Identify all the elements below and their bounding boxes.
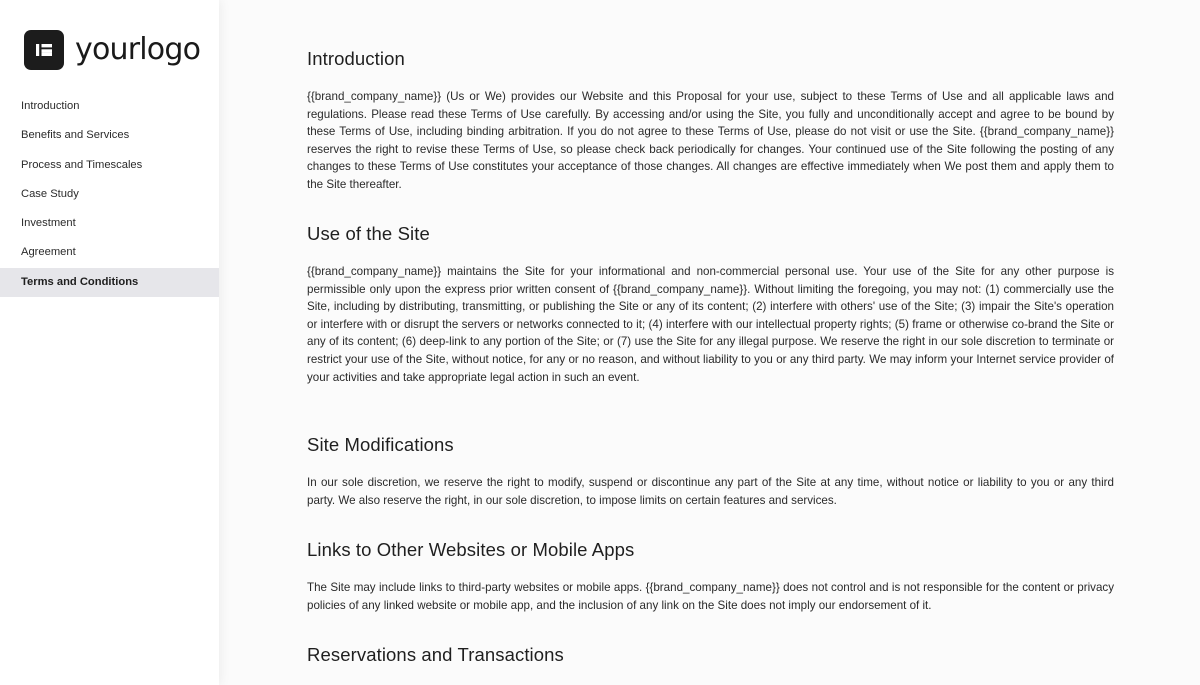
section-body-links-to-other-websites: The Site may include links to third-party websites or mobile apps. {{brand_company_name}} does not control and is not responsible for the content or privacy policies of any linked website or mobile app, and the inclusion of any link on the Site does not imply our endorsement of it. xyxy=(307,581,1114,612)
section-title-site-modifications: Site Modifications xyxy=(307,434,454,455)
logo-mark-icon xyxy=(24,30,64,70)
logo-text: yourlogo xyxy=(75,32,201,67)
sidebar-item-benefits-and-services[interactable]: Benefits and Services xyxy=(21,129,130,142)
section-title-links-to-other-websites: Links to Other Websites or Mobile Apps xyxy=(307,539,635,560)
document-content xyxy=(307,0,1114,685)
sidebar-item-process-and-timescales[interactable]: Process and Timescales xyxy=(21,158,143,171)
sidebar xyxy=(0,0,219,685)
sidebar-item-agreement[interactable]: Agreement xyxy=(21,246,76,259)
sidebar-item-terms-and-conditions[interactable]: Terms and Conditions xyxy=(0,268,219,297)
sidebar-nav xyxy=(0,92,219,297)
sidebar-item-introduction[interactable]: Introduction xyxy=(21,100,80,112)
sidebar-item-investment[interactable]: Investment xyxy=(21,217,76,230)
section-title-use-of-the-site: Use of the Site xyxy=(307,223,430,244)
sidebar-item-case-study[interactable]: Case Study xyxy=(21,187,79,200)
section-title-reservations-and-transactions: Reservations and Transactions xyxy=(307,644,564,665)
section-body-site-modifications: In our sole discretion, we reserve the right to modify, suspend or discontinue any part of the Site at any time, without notice or liability to you or any third party. We also reserve the right, in our sole discretion, to impose limits on certain features and services. xyxy=(307,476,1114,507)
section-body-use-of-the-site: {{brand_company_name}} maintains the Site for your informational and non-commercial personal use. Your use of the Site for any other purpose is permissible only upon the express prior written consent of {{brand_company_name}}. Without limiting the foregoing, you may not: (1) commercially use the Site, including by distributing, transmitting, or publishing the Site or any of its content; (2) interfere with others' use of the Site; (3) impair the Site's operation or interfere with or disrupt the servers or networks connected to it; (4) interfere with our intellectual property rights; (5) frame or otherwise co-brand the Site or any of its content; (6) deep-link to any portion of the Site; or (7) use the Site for any illegal purpose. We reserve the right in our sole discretion to terminate or restrict your use of the Site, without notice, for any or no reason, and without liability to you or any third party. We may inform your Internet service provider of your activities and take appropriate legal action in such an event. xyxy=(307,265,1114,384)
section-title-introduction: Introduction xyxy=(307,48,405,69)
section-body-introduction: {{brand_company_name}} (Us or We) provides our Website and this Proposal for your use, subject to these Terms of Use and all applicable laws and regulations. Please read these Terms of Use carefully. By accessing and/or using the Site, you fully and unconditionally accept and agree to be bound by these Terms of Use, including binding arbitration. If you do not agree to these Terms of Use, please do not visit or use the Site. {{brand_company_name}} reserves the right to revise these Terms of Use, so please check back periodically for changes. Your continued use of the Site following the posting of any changes to these Terms of Use constitutes your acceptance of those changes. All changes are effective immediately when We post them and apply them to the Site thereafter. xyxy=(307,90,1114,191)
brand-logo[interactable] xyxy=(24,30,200,70)
